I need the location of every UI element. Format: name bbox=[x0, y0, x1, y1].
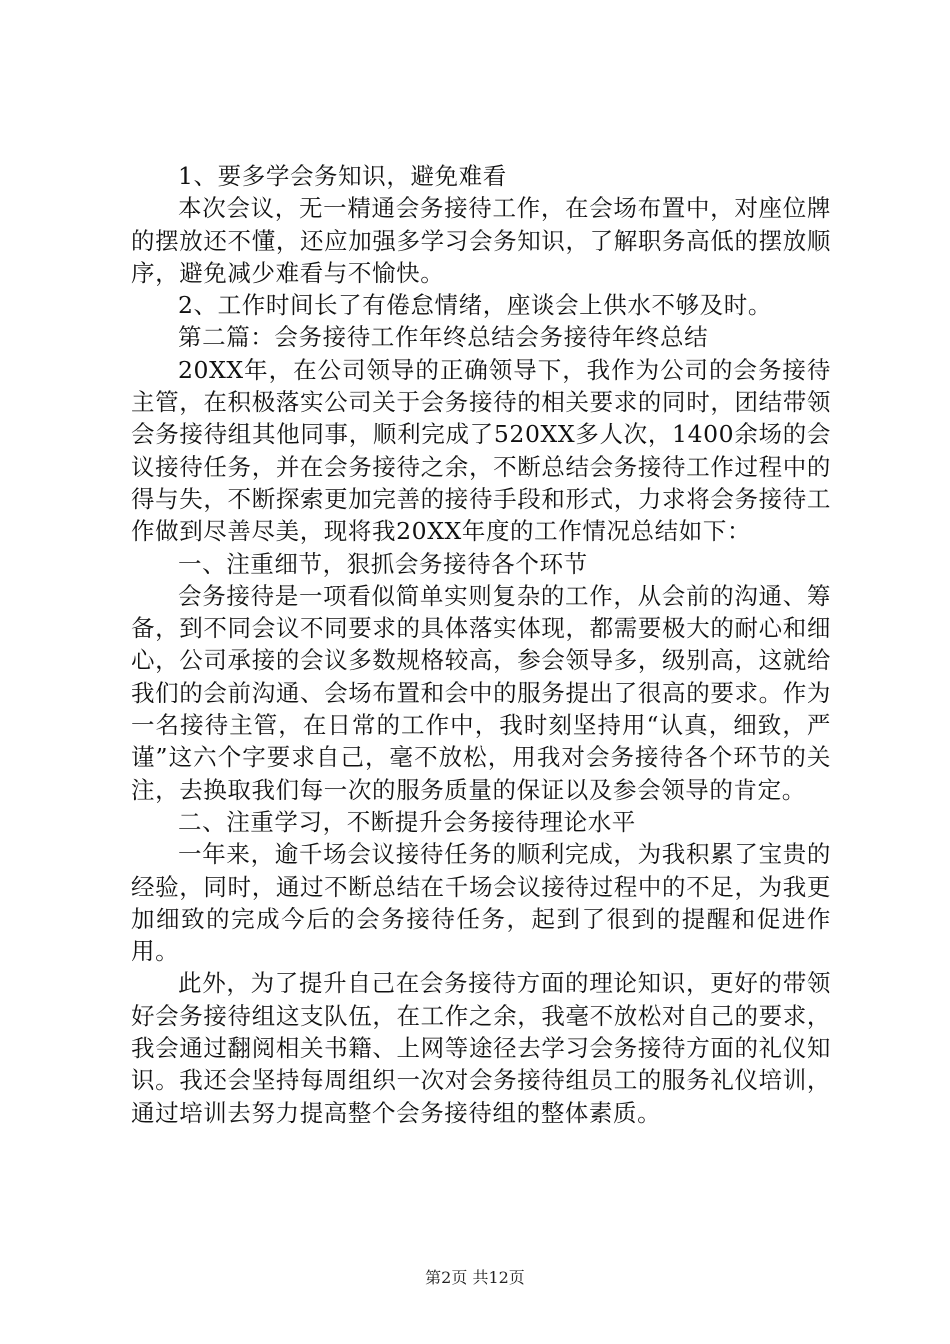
paragraph-heading-1: 1、要多学会务知识，避免难看 bbox=[178, 162, 507, 190]
paragraph-intro: 20XX年，在公司领导的正确领导下，我作为公司的会务接待主管，在积极落实公司关于会务接待的相关要求的同时，团结带领会务接待组其他同事，顺利完成了520XX多人次，1400余场的会议接待任务，并在会务接待之余，不断总结会务接待工作过程中的得与失，不断探索更加完善的接待手段和形式，力求将会务接待工作做到尽善尽美，现将我20XX年度的工作情况总结如下： bbox=[131, 355, 831, 546]
section-title: 第二篇：会务接待工作年终总结会务接待年终总结 bbox=[178, 323, 709, 352]
paragraph-heading-2: 2、工作时间长了有倦怠情绪，座谈会上供水不够及时。 bbox=[178, 291, 772, 320]
document-body bbox=[131, 160, 831, 1129]
paragraph-seating: 本次会议，无一精通会务接待工作，在会场布置中，对座位牌的摆放还不懂，还应加强多学习会务知识，了解职务高低的摆放顺序，避免减少难看与不愉快。 bbox=[131, 194, 831, 287]
paragraph-training: 此外，为了提升自己在会务接待方面的理论知识，更好的带领好会务接待组这支队伍，在工作之余，我毫不放松对自己的要求，我会通过翻阅相关书籍、上网等途径去学习会务接待方面的礼仪知识。我还会坚持每周组织一次对会务接待组员工的服务礼仪培训，通过培训去努力提高整个会务接待组的整体素质。 bbox=[131, 969, 831, 1127]
paragraph-experience: 一年来，逾千场会议接待任务的顺利完成，为我积累了宝贵的经验，同时，通过不断总结在千场会议接待过程中的不足，为我更加细致的完成今后的会务接待任务，起到了很到的提醒和促进作用。 bbox=[131, 840, 831, 966]
subheading-details: 一、注重细节，狠抓会务接待各个环节 bbox=[178, 549, 588, 578]
page-footer: 第2页 共12页 bbox=[425, 1268, 525, 1287]
paragraph-details: 会务接待是一项看似简单实则复杂的工作，从会前的沟通、筹备，到不同会议不同要求的具体落实体现，都需要极大的耐心和细心，公司承接的会议多数规格较高，参会领导多，级别高，这就给我们的会前沟通、会场布置和会中的服务提出了很高的要求。作为一名接待主管，在日常的工作中，我时刻坚持用“认真，细致，严谨”这六个字要求自己，毫不放松，用我对会务接待各个环节的关注，去换取我们每一次的服务质量的保证以及参会领导的肯定。 bbox=[131, 581, 831, 804]
subheading-learning: 二、注重学习，不断提升会务接待理论水平 bbox=[178, 807, 636, 836]
